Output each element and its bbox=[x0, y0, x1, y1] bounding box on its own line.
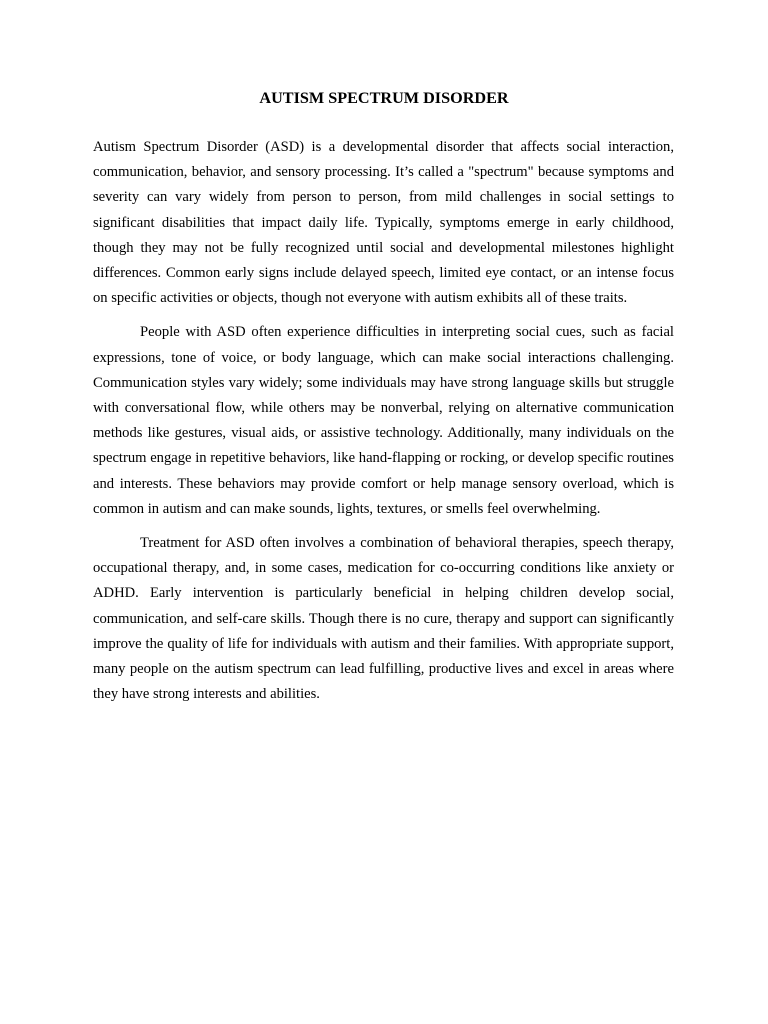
document-title: AUTISM SPECTRUM DISORDER bbox=[259, 89, 509, 107]
paragraph-2: People with ASD often experience difficulties in interpreting social cues, such as facial expressions, tone of voice, or body language, which can make social interactions challenging. Communication styles vary widely; some individuals may have strong language skills but struggle with conversational flow, while others may be nonverbal, relying on alternative communication methods like gestures, visual aids, or assistive technology. Additionally, many individuals on the spectrum engage in repetitive behaviors, like hand-flapping or rocking, or develop specific routines and interests. These behaviors may provide comfort or help manage sensory overload, which is common in autism and can make sounds, lights, textures, or smells feel overwhelming. bbox=[93, 324, 674, 517]
document-body bbox=[93, 135, 674, 716]
paragraph-3: Treatment for ASD often involves a combination of behavioral therapies, speech therapy, occupational therapy, and, in some cases, medication for co-occurring conditions like anxiety or ADHD. Early intervention is particularly beneficial in helping children develop social, communication, and self-care skills. Though there is no cure, therapy and support can significantly improve the quality of life for individuals with autism and their families. With appropriate support, many people on the autism spectrum can lead fulfilling, productive lives and excel in areas where they have strong interests and abilities. bbox=[93, 535, 674, 703]
paragraph-1: Autism Spectrum Disorder (ASD) is a developmental disorder that affects social interaction, communication, behavior, and sensory processing. It’s called a "spectrum" because symptoms and severity can vary widely from person to person, from mild challenges in social settings to significant disabilities that impact daily life. Typically, symptoms emerge in early childhood, though they may not be fully recognized until social and developmental milestones highlight differences. Common early signs include delayed speech, limited eye contact, or an intense focus on specific activities or objects, though not everyone with autism exhibits all of these traits. bbox=[93, 139, 674, 307]
